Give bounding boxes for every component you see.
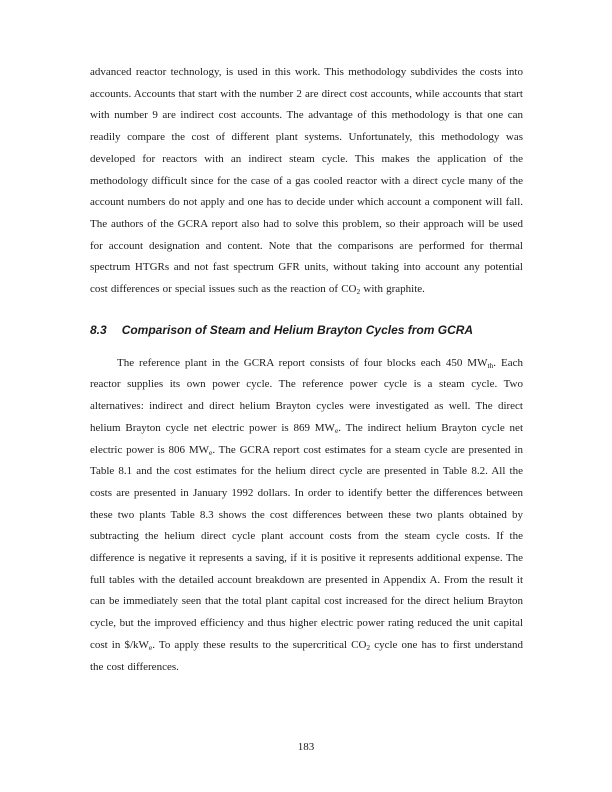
text-segment: cycle one has to first understand the cost differences. [90, 638, 523, 673]
text-segment: with graphite. [360, 283, 425, 296]
subscript-text: e [148, 642, 153, 652]
section-number: 8.3 [90, 322, 107, 337]
subscript-text: 2 [366, 642, 371, 652]
page-number: 183 [297, 741, 315, 753]
text-segment: . The GCRA report cost estimates for a steam cycle are presented in Table 8.1 and the cost estimates for the helium direct cycle are presented in Table 8.2. All the costs are presented in January 1992 dollars. In order to identify better the differences between these two plants Table 8.3 shows the cost differences between these two plants obtained by subtracting the helium direct cycle plant account costs from the steam cycle costs. If the difference is negative it represents a saving, if it is positive it represents additional expense. The full tables with the detailed account breakdown are presented in Appendix A. From the result it can be immediately seen that the total plant capital cost increased for the direct helium Brayton cycle, but the improved efficiency and thus higher electric power rating reduced the unit capital cost in $/kW [90, 443, 523, 651]
text-segment: . Each reactor supplies its own power cycle. The reference power cycle is a steam cycle. Two alternatives: indirect and direct helium Brayton cycles were investigated as well. The direct helium Brayton cycle net electric power is 869 MW [90, 356, 523, 434]
paragraph-methodology-continuation [90, 62, 523, 301]
paragraph-gcra-reference-plant [90, 353, 523, 679]
page-content [90, 62, 523, 678]
section-heading [90, 323, 523, 337]
text-segment: . To apply these results to the supercritical CO [152, 638, 367, 651]
text-segment: advanced reactor technology, is used in this work. This methodology subdivides the costs into accounts. Accounts that start with the number 2 are direct cost accounts, while accounts that start with number 9 are indirect cost accounts. The advantage of this methodology is that one can readily compare the cost of different plant systems. Unfortunately, this methodology was developed for reactors with an indirect steam cycle. This makes the application of the methodology difficult since for the case of a gas cooled reactor with a direct cycle many of the account numbers do not apply and one has to decide under which account a component will fall. The authors of the GCRA report also had to solve this problem, so their approach will be used for account designation and content. Note that the comparisons are performed for thermal spectrum HTGRs and not fast spectrum GFR units, without taking into account any potential cost differences or special issues such as the reaction of CO [90, 66, 523, 296]
subscript-text: e [209, 447, 213, 457]
subscript-text: e [334, 425, 339, 435]
text-segment: The reference plant in the GCRA report consists of four blocks each 450 MW [117, 356, 488, 369]
section-title: Comparison of Steam and Helium Brayton Cycles from GCRA [121, 322, 474, 337]
subscript-text: 2 [356, 287, 361, 297]
subscript-text: th [487, 360, 494, 370]
text-segment: . The indirect helium Brayton cycle net electric power is 806 MW [90, 421, 523, 456]
